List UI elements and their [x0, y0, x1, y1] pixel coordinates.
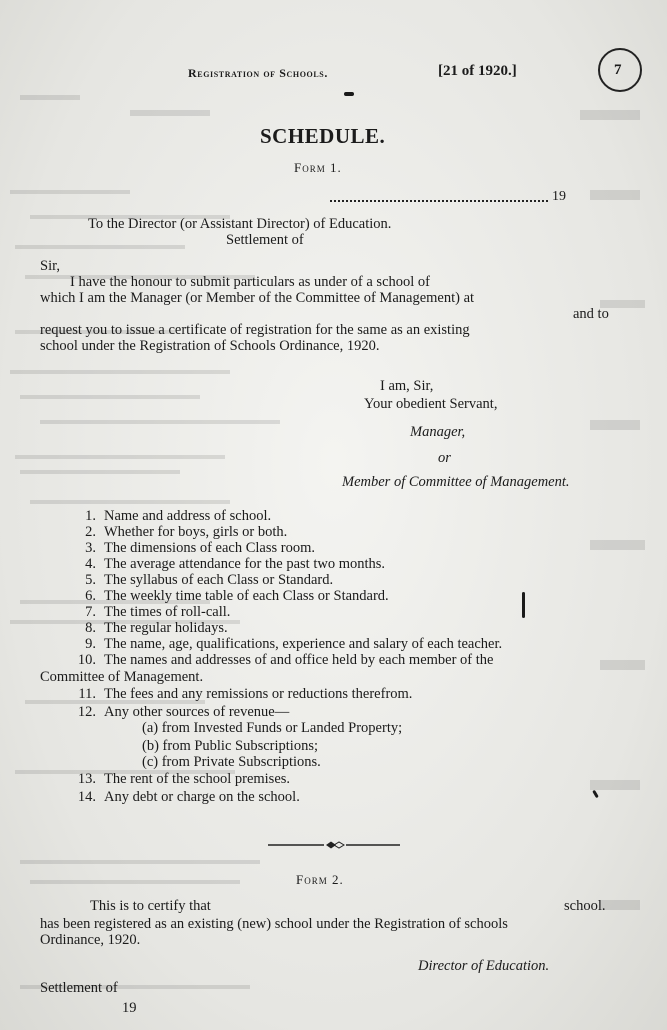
ordinance-reference: [21 of 1920.] [438, 63, 517, 79]
date-blank [330, 190, 548, 202]
form1-settlement: Settlement of [226, 232, 304, 248]
item-text: The fees and any remissions or reductions therefrom. [104, 686, 413, 702]
form1-salutation: Sir, [40, 258, 60, 274]
form1-body-line: and to [573, 306, 609, 322]
item-number: 8. [85, 620, 96, 636]
item-text: The name, age, qualifications, experience and salary of each teacher. [104, 636, 503, 652]
item-text: The times of roll-call. [104, 604, 231, 620]
form2-certify-end: school. [564, 898, 606, 914]
form2-certify-start: This is to certify that [90, 898, 211, 914]
item-text: The syllabus of each Class or Standard. [104, 572, 334, 588]
item-number: 9. [85, 636, 96, 652]
form1-body-line: I have the honour to submit particulars as under of a school of [70, 274, 430, 290]
ornamental-divider [268, 840, 400, 850]
form2-settlement: Settlement of [40, 980, 118, 996]
form1-member: Member of Committee of Management. [342, 474, 570, 490]
item-number: 3. [85, 540, 96, 556]
item-number: 6. [85, 588, 96, 604]
item-number: 10. [77, 652, 96, 668]
form2-body-line: has been registered as an existing (new) school under the Registration of schools [40, 916, 508, 932]
form1-heading: Form 1. [294, 160, 342, 175]
item-number: 12. [77, 704, 96, 720]
item-text: The rent of the school premises. [104, 771, 291, 787]
item-text: The names and addresses of and office held by each member of the [104, 652, 494, 668]
item-text: The average attendance for the past two months. [104, 556, 386, 572]
form1-manager: Manager, [410, 424, 466, 440]
item-number: 4. [85, 556, 96, 572]
form1-addressee: To the Director (or Assistant Director) of Education. [88, 216, 392, 232]
schedule-title: SCHEDULE. [260, 124, 386, 148]
item-text: The dimensions of each Class room. [104, 540, 316, 556]
item-number: 5. [85, 572, 96, 588]
item-text: Name and address of school. [104, 508, 272, 524]
item-number: 1. [85, 508, 96, 524]
item-text: The regular holidays. [104, 620, 228, 636]
running-title: Registration of Schools. [188, 66, 328, 80]
ink-mark [522, 592, 525, 618]
form1-closing: I am, Sir, [380, 378, 434, 394]
page-number: 7 [614, 62, 622, 78]
form2-body-line: Ordinance, 1920. [40, 932, 141, 948]
ink-mark [344, 92, 354, 96]
form2-heading: Form 2. [296, 872, 344, 887]
form2-year: 19 [122, 1000, 137, 1016]
item-number: 2. [85, 524, 96, 540]
item-text: The weekly time table of each Class or Standard. [104, 588, 389, 604]
form1-servant: Your obedient Servant, [364, 396, 498, 412]
item-text: (b) from Public Subscriptions; [142, 738, 319, 754]
item-text: Any debt or charge on the school. [104, 789, 300, 805]
item-text: Any other sources of revenue— [104, 704, 290, 720]
ink-mark [592, 790, 599, 798]
item-number: 11. [78, 686, 96, 702]
item-text: Whether for boys, girls or both. [104, 524, 288, 540]
form1-body-line: which I am the Manager (or Member of the Committee of Management) at [40, 290, 475, 306]
form1-date-year: 19 [552, 189, 566, 204]
item-text: (a) from Invested Funds or Landed Property; [142, 720, 403, 736]
form2-signature: Director of Education. [418, 958, 550, 974]
item-number: 13. [77, 771, 96, 787]
item-number: 14. [77, 789, 96, 805]
item-number: 7. [85, 604, 96, 620]
item-text: Committee of Management. [40, 669, 204, 685]
form1-or: or [438, 450, 451, 466]
item-text: (c) from Private Subscriptions. [142, 754, 321, 770]
form1-body-line: request you to issue a certificate of registration for the same as an existing [40, 322, 470, 338]
form1-body-line: school under the Registration of Schools Ordinance, 1920. [40, 338, 380, 354]
